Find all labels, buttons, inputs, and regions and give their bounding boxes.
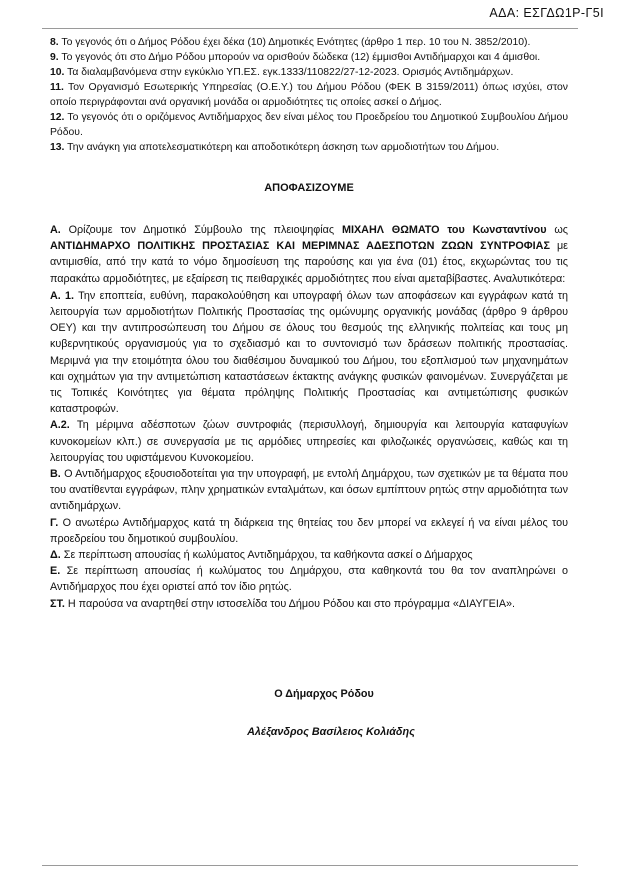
item-text: Το γεγονός ότι ο οριζόμενος Αντιδήμαρχος δεν είναι μέλος του Προεδρείου του Δημοτικού Συμβουλίου Δήμου Ρόδου.: [50, 112, 568, 138]
section-text: Ορίζουμε τον Δημοτικό Σύμβουλο της πλειοψηφίας: [60, 224, 342, 236]
document-body: [50, 35, 568, 612]
section-g: [50, 515, 568, 547]
item-text: Την ανάγκη για αποτελεσματικότερη και αποδοτικότερη άσκηση των αρμοδιοτήτων του Δήμου.: [64, 142, 500, 153]
section-label: Α.2.: [50, 419, 70, 432]
consideration-item: [50, 80, 568, 110]
section-text: Ο ανωτέρω Αντιδήμαρχος κατά τη διάρκεια της θητείας του δεν μπορεί να εκλεγεί ή να είναι μέλος του προεδρείου του δημοτικού συμβουλίου.: [50, 516, 568, 545]
item-number: 10.: [50, 67, 65, 78]
section-text: Η παρούσα να αναρτηθεί στην ιστοσελίδα του Δήμου Ρόδου και στο πρόγραμμα «ΔΙΑΥΓΕΙΑ».: [64, 597, 516, 610]
section-text: Σε περίπτωση απουσίας ή κωλύματος Αντιδημάρχου, τα καθήκοντα ασκεί ο Δήμαρχος: [60, 549, 473, 562]
item-text: Το γεγονός ότι ο Δήμος Ρόδου έχει δέκα (10) Δημοτικές Ενότητες (άρθρο 1 περ. 10 του Ν. 3852/2010).: [58, 37, 531, 48]
section-a: [50, 222, 568, 287]
appointee-role: ΑΝΤΙΔΗΜΑΡΧΟ ΠΟΛΙΤΙΚΗΣ ΠΡΟΣΤΑΣΙΑΣ ΚΑΙ ΜΕΡΙΜΝΑΣ ΑΔΕΣΠΟΤΩΝ ΖΩΩΝ ΣΥΝΤΡΟΦΙΑΣ: [50, 240, 550, 253]
section-label: Δ.: [50, 549, 61, 562]
item-number: 8.: [50, 37, 59, 48]
header-divider: [42, 28, 578, 29]
considerations-list: [50, 35, 568, 155]
ada-code: ΑΔΑ: ΕΣΓΔΩ1Ρ-Γ5Ι: [489, 6, 604, 20]
item-number: 12.: [50, 112, 65, 123]
section-st: [50, 596, 568, 612]
section-a2: [50, 417, 568, 466]
section-label: Ε.: [50, 565, 61, 578]
section-a1: [50, 288, 568, 418]
consideration-item: [50, 50, 568, 65]
signature-title: Ο Δήμαρχος Ρόδου: [274, 688, 374, 700]
section-label: Β.: [50, 468, 61, 481]
section-d: [50, 547, 568, 563]
consideration-item: [50, 110, 568, 140]
item-number: 9.: [50, 52, 59, 63]
consideration-item: [50, 65, 568, 80]
consideration-item: [50, 35, 568, 50]
decision-heading: ΑΠΟΦΑΣΙΖΟΥΜΕ: [264, 182, 354, 194]
section-text: Τη μέριμνα αδέσποτων ζώων συντροφιάς (περισυλλογή, δημιουργία και λειτουργία καταφυγίων κυνοκομείων κλπ.) σε συνεργασία με τις αρμόδιες υπηρεσίες και φιλοζωικές οργανώσεις, καθώς και τη λειτουργίας του υφιστάμενου Κυνοκομείου.: [50, 419, 568, 464]
signature-name: Αλέξανδρος Βασίλειος Κολιάδης: [247, 726, 415, 738]
consideration-item: [50, 140, 568, 155]
section-text: Την εποπτεία, ευθύνη, παρακολούθηση και υπογραφή όλων των αποφάσεων και εγγράφων κατά τη λειτουργία των αρμοδιοτήτων Πολιτικής Προστασίας της ομώνυμης οργανικής μονάδας (άρθρο 9 άρθρου ΟΕΥ) και την αντιπροσώπευση του Δήμου σε όλους του θεσμούς της ελληνικής πολιτείας και τους μη κυβερνητικούς οργανισμούς για το σχεδιασμό και το συντονισμό των δράσεων πολιτικής προστασίας. Μεριμνά για την ετοιμότητα όλου του διαθέσιμου δυναμικού του Δήμου, του εξοπλισμού των μηχανημάτων και οχημάτων για την αντιμετώπιση καταστάσεων έκτακτης ανάγκης φυσικών φαινομένων. Συνεργάζεται με τις Τοπικές Κοινότητες για θέματα πρόληψης Πολιτικής Προστασίας και αντιμετώπισης φυσικών καταστροφών.: [50, 289, 568, 416]
item-text: Τα διαλαμβανόμενα στην εγκύκλιο ΥΠ.ΕΣ. εγκ.1333/110822/27-12-2023. Ορισμός Αντιδημάρχων.: [64, 67, 514, 78]
appointee-name: ΜΙΧΑΗΛ ΘΩΜΑΤΟ του Κωνσταντίνου: [341, 224, 547, 236]
section-label: ΣΤ.: [50, 597, 65, 610]
section-text: με αντιμισθία, από την κατά το νόμο δημοσίευση της παρούσης και για ένα (01) έτος, εκχωρώντας του τις παρακάτω αρμοδιότητες, με εξαίρεση τις πειθαρχικές αρμοδιότητες που είναι αμεταβίβαστες. Αναλυτικότερα:: [50, 240, 568, 285]
section-text: Σε περίπτωση απουσίας ή κωλύματος του Δημάρχου, στα καθηκοντά του θα τον αναπληρώνει ο Αντιδήμαρχος που έχει οριστεί από τον ίδιο ρητώς.: [50, 565, 568, 594]
section-b: [50, 466, 568, 515]
section-text: Ο Αντιδήμαρχος εξουσιοδοτείται για την υπογραφή, με εντολή Δημάρχου, των σχετικών με τα θέματα που του ανατίθενται εγγράφων, πλην χρηματικών ενταλμάτων, και όσων εμπίπτουν ρητώς στην αρμοδιότητα των αντιδημάρχων.: [50, 468, 568, 513]
item-text: Τον Οργανισμό Εσωτερικής Υπηρεσίας (Ο.Ε.Υ.) του Δήμου Ρόδου (ΦΕΚ Β 3159/2011) όπως ισχύει, στον οποίο περιγράφονται ανά οργανική μονάδα οι αρμοδιότητες τις οποίες ασκεί ο Δήμος.: [50, 82, 568, 108]
item-number: 13.: [50, 142, 65, 153]
section-label: Γ.: [50, 516, 59, 529]
item-text: Το γεγονός ότι στο Δήμο Ρόδου μπορούν να ορισθούν δώδεκα (12) έμμισθοι Αντιδήμαρχοι και 4 άμισθοι.: [58, 52, 541, 63]
section-label: Α.: [50, 224, 61, 236]
section-label: Α. 1.: [50, 289, 75, 302]
footer-divider: [42, 865, 578, 866]
item-number: 11.: [50, 82, 64, 93]
section-e: [50, 563, 568, 595]
section-text: ως: [546, 224, 568, 236]
